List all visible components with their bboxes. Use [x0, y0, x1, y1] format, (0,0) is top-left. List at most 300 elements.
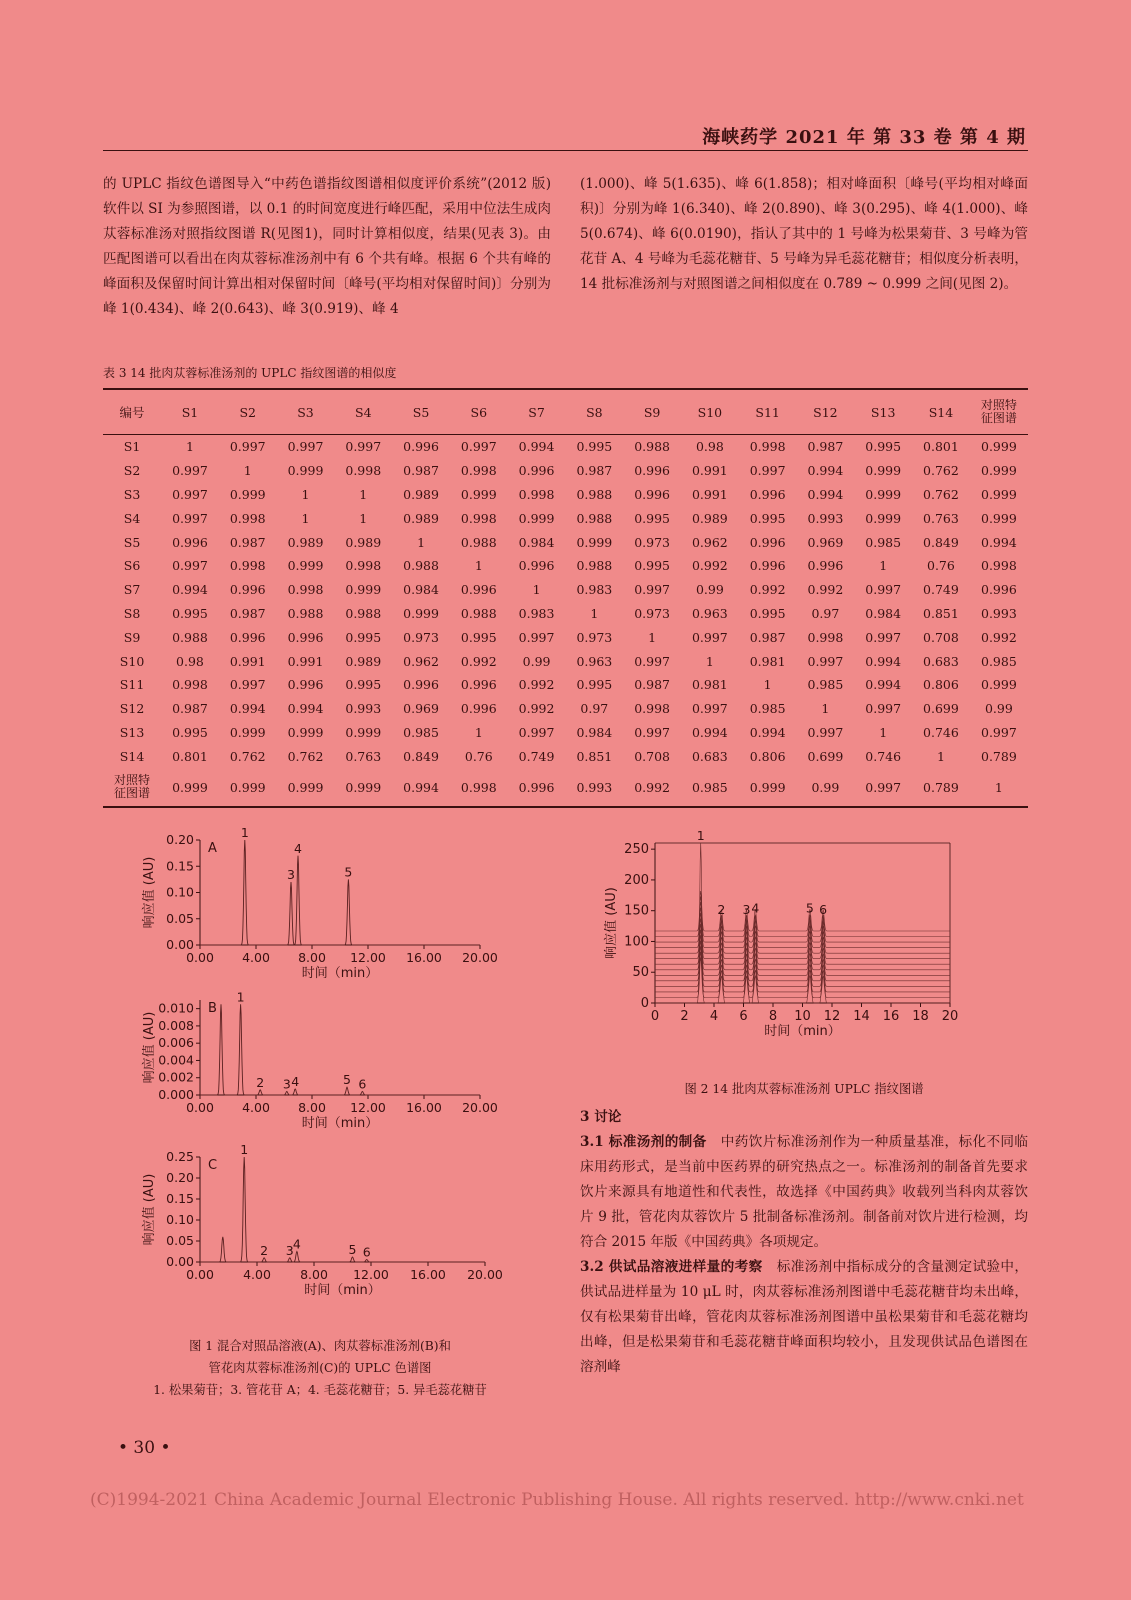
- table-cell: 0.998: [460, 510, 497, 526]
- peak-label: 4: [294, 840, 302, 856]
- table-row: [103, 744, 1028, 768]
- table-cell: 1: [359, 486, 368, 502]
- table-cell: 0.746: [865, 748, 902, 764]
- table-cell: 0.999: [287, 463, 324, 479]
- table-cell: 0.997: [634, 582, 670, 598]
- table-cell: 1: [648, 629, 657, 645]
- table-cell: 0.999: [287, 724, 324, 740]
- table-cell: S5: [123, 534, 141, 550]
- table-cell: 0.992: [691, 558, 728, 574]
- x-axis-label: 时间（min）: [301, 966, 379, 981]
- table-cell: 0.998: [749, 439, 786, 455]
- table-cell: 0.999: [277, 768, 335, 807]
- table-cell: S3: [123, 486, 141, 502]
- table-cell: 0.994: [287, 701, 324, 717]
- y-tick-label: 0.008: [158, 1017, 194, 1033]
- y-tick-label: 0.010: [158, 1000, 194, 1016]
- table-cell: 0.998: [345, 463, 382, 479]
- table-cell: 0.981: [691, 677, 728, 693]
- table-row: [103, 602, 1028, 626]
- table-cell: 0.998: [229, 510, 266, 526]
- table-cell: 0.762: [923, 463, 959, 479]
- table-cell: 0.999: [345, 582, 382, 598]
- table-header-cell: S4: [334, 389, 392, 435]
- table-cell: 0.995: [576, 677, 613, 693]
- table-cell: 0.801: [923, 439, 959, 455]
- figure-1-chromatograms: [135, 825, 515, 1320]
- x-tick-label: 16: [882, 1009, 900, 1024]
- x-axis-label: 时间（min）: [301, 1116, 379, 1131]
- y-tick-label: 200: [624, 872, 649, 888]
- table-header-cell: S11: [739, 389, 797, 435]
- table-cell: 0.995: [576, 439, 613, 455]
- table-cell-text: 对照特征图谱: [114, 773, 151, 801]
- table-header-cell: S5: [392, 389, 450, 435]
- table-cell: [103, 768, 161, 807]
- table-cell: 0.999: [287, 558, 324, 574]
- x-tick-label: 0.00: [186, 950, 214, 965]
- table-cell: 0.963: [691, 605, 728, 621]
- table-row: [103, 625, 1028, 649]
- y-axis-label: 响应值 (AU): [142, 1011, 157, 1084]
- x-tick-label: 16.00: [406, 950, 442, 965]
- table-cell: 1: [417, 534, 426, 550]
- chromatogram-trace: [200, 840, 480, 945]
- table-cell: 0.996: [749, 558, 786, 574]
- table-cell: 0.999: [739, 768, 797, 807]
- y-tick-label: 150: [624, 903, 649, 919]
- table-cell: 0.993: [345, 701, 382, 717]
- table-cell: 0.999: [219, 768, 277, 807]
- table-row: [103, 554, 1028, 578]
- table-cell: 1: [821, 701, 830, 717]
- table-cell: 1: [879, 724, 888, 740]
- x-tick-label: 4.00: [242, 950, 270, 965]
- x-tick-label: 8.00: [298, 950, 326, 965]
- table-cell: 0.989: [345, 653, 382, 669]
- table-cell: 0.994: [865, 653, 902, 669]
- table-cell: 0.708: [923, 629, 959, 645]
- x-tick-label: 8: [768, 1009, 778, 1024]
- x-tick-label: 18: [912, 1009, 929, 1024]
- table-header-cell: S7: [508, 389, 566, 435]
- peak-label: 4: [291, 1073, 300, 1089]
- table-cell: 0.973: [576, 629, 613, 645]
- table-cell: 1: [359, 510, 368, 526]
- left-paragraph: 的 UPLC 指纹色谱图导入“中药色谱指纹图谱相似度评价系统”(2012 版) 软件以 SI 为参照图谱，以 0.1 的时间宽度进行峰匹配，采用中位法生成肉苁蓉标准汤对照指纹图谱 R(见图1)，同时计算相似度，结果(见表 3)。由匹配图谱可以看出在肉苁蓉标准汤剂中有 6 个共有峰。根据 6 个共有峰的峰面积及保留时间计算出相对保留时间〔峰号(平均相对保留时间)〕分别为峰 1(0.434)、峰 2(0.643)、峰 3(0.919)、峰 4: [103, 176, 551, 317]
- y-tick-label: 0.05: [166, 1233, 194, 1248]
- table-cell: 0.984: [518, 534, 555, 550]
- table-cell: 0.987: [403, 463, 439, 479]
- table-cell: 0.997: [229, 439, 266, 455]
- table-cell: 1: [705, 653, 714, 669]
- x-tick-label: 12.00: [353, 1267, 389, 1282]
- table-cell: 0.998: [981, 558, 1017, 574]
- x-axis-label: 时间（min）: [764, 1024, 841, 1039]
- table-cell: 0.997: [172, 558, 208, 574]
- page-number: • 30 •: [118, 1438, 171, 1458]
- table-cell: 0.999: [460, 486, 497, 502]
- similarity-table: [103, 388, 1028, 808]
- table-cell: 0.996: [460, 701, 497, 717]
- table-cell: 0.973: [634, 605, 670, 621]
- peak-label: 4: [292, 1236, 301, 1252]
- table-cell: 0.995: [345, 677, 382, 693]
- table-cell: 0.98: [176, 653, 204, 669]
- table-cell: 0.973: [634, 534, 670, 550]
- table-cell: 1: [474, 558, 483, 574]
- x-tick-label: 16.00: [406, 1100, 442, 1115]
- table-cell: 0.997: [634, 653, 670, 669]
- peak-label: 4: [751, 900, 760, 916]
- peak-label: 6: [819, 901, 828, 917]
- table-cell: 0.996: [172, 534, 208, 550]
- table-cell: 0.987: [229, 534, 266, 550]
- peak-label: 5: [805, 900, 814, 916]
- table-cell: 0.999: [865, 510, 902, 526]
- table-cell: 0.999: [981, 463, 1017, 479]
- table-header-cell: S14: [912, 389, 970, 435]
- table-cell: 0.969: [403, 701, 439, 717]
- chromatogram-trace: [200, 1004, 480, 1095]
- table-cell: 0.995: [749, 605, 786, 621]
- table-cell: 0.991: [691, 463, 728, 479]
- table-header-text: 对照特征图谱: [980, 398, 1017, 425]
- table-cell: 0.993: [807, 510, 844, 526]
- table-cell: 0.994: [392, 768, 450, 807]
- table-body: [103, 435, 1028, 808]
- table-cell: 0.999: [981, 677, 1017, 693]
- x-tick-label: 16.00: [410, 1267, 446, 1282]
- table-cell: 0.849: [923, 534, 959, 550]
- table-cell: 0.997: [691, 701, 728, 717]
- table-header-row: [103, 389, 1028, 435]
- table-cell: 0.988: [460, 605, 497, 621]
- table-row: [103, 721, 1028, 745]
- table-cell: 0.683: [691, 748, 728, 764]
- table-cell: 0.997: [807, 724, 844, 740]
- table-cell: 0.997: [172, 510, 208, 526]
- x-tick-label: 4.00: [243, 1267, 271, 1282]
- table-cell: 0.998: [172, 677, 208, 693]
- table-cell: 0.699: [923, 701, 959, 717]
- table-cell: 0.789: [912, 768, 970, 807]
- table-cell: 0.699: [807, 748, 844, 764]
- table-cell: 0.994: [981, 534, 1017, 550]
- table-cell: 0.992: [623, 768, 681, 807]
- table-cell: 0.993: [981, 605, 1017, 621]
- discussion-heading: 3 讨论: [580, 1109, 622, 1125]
- x-tick-label: 8.00: [300, 1267, 328, 1282]
- discussion-section: [580, 1105, 1028, 1380]
- table-cell: 0.995: [172, 724, 208, 740]
- table-cell: 0.762: [923, 486, 959, 502]
- table-cell: 0.989: [691, 510, 728, 526]
- table-cell: 0.988: [287, 605, 324, 621]
- peak-label: 2: [717, 901, 726, 917]
- table-cell: 0.806: [749, 748, 786, 764]
- table-cell: 1: [301, 510, 310, 526]
- table-cell: 0.998: [518, 486, 555, 502]
- table-cell: 0.963: [576, 653, 613, 669]
- y-tick-label: 0.000: [158, 1087, 194, 1102]
- panel-label: A: [208, 841, 217, 856]
- table-cell: 0.997: [518, 724, 555, 740]
- table-cell: S2: [123, 463, 141, 479]
- figure-2-caption: 图 2 14 批肉苁蓉标准汤剂 UPLC 指纹图谱: [684, 1082, 924, 1096]
- table-cell: 0.997: [345, 439, 382, 455]
- table-cell: 0.994: [518, 439, 555, 455]
- table-cell: 0.998: [229, 558, 266, 574]
- table-cell: 0.988: [576, 486, 613, 502]
- table-cell: S13: [119, 724, 145, 740]
- x-tick-label: 12: [823, 1009, 841, 1024]
- table-cell: 0.988: [460, 534, 497, 550]
- table-cell: 0.995: [634, 510, 670, 526]
- table-cell: 0.996: [287, 677, 324, 693]
- section-3-2-body: 标准汤剂中指标成分的含量测定试验中，供试品进样量为 10 μL 时，肉苁蓉标准汤剂图谱中毛蕊花糖苷均未出峰，仅有松果菊苷出峰，管花肉苁蓉标准汤剂图谱中虽松果菊苷和毛蕊花糖均出峰，但是松果菊苷和毛蕊花糖苷峰面积均较小，且发现供试品色谱图在溶剂峰: [580, 1259, 1029, 1375]
- table-cell: 0.801: [172, 748, 208, 764]
- table-cell: 0.999: [865, 463, 902, 479]
- panel-label: C: [208, 1158, 218, 1173]
- table-cell: 0.983: [576, 582, 613, 598]
- table-cell: 0.997: [854, 768, 912, 807]
- peak-label: 5: [348, 1241, 357, 1257]
- table-cell: 0.997: [865, 582, 902, 598]
- table-cell: 0.996: [403, 439, 439, 455]
- x-tick-label: 0.00: [186, 1100, 214, 1115]
- x-tick-label: 0: [650, 1009, 660, 1024]
- x-tick-label: 20.00: [467, 1267, 503, 1282]
- table-cell: 0.996: [749, 486, 786, 502]
- x-tick-label: 20.00: [462, 950, 498, 965]
- table-cell: 0.996: [229, 629, 266, 645]
- peak-label: 5: [344, 864, 353, 880]
- x-tick-label: 10: [794, 1009, 811, 1024]
- section-3-1-title: 3.1 标准汤剂的制备: [580, 1134, 707, 1150]
- table-cell: 0.991: [691, 486, 728, 502]
- table-cell: 0.985: [403, 724, 439, 740]
- table-cell: S14: [119, 748, 145, 764]
- table-cell: 0.988: [172, 629, 208, 645]
- table-cell: S1: [123, 439, 141, 455]
- table-cell: 0.749: [923, 582, 959, 598]
- table-cell: 0.998: [807, 629, 844, 645]
- table-cell: 0.987: [576, 463, 613, 479]
- table-cell: 0.989: [287, 534, 324, 550]
- table-cell: 0.987: [229, 605, 266, 621]
- table-cell: 0.989: [403, 486, 439, 502]
- table-cell: 0.996: [981, 582, 1017, 598]
- table-header-cell: S6: [450, 389, 508, 435]
- x-axis-label: 时间（min）: [304, 1283, 381, 1298]
- table-cell: 0.99: [522, 653, 551, 669]
- table-cell: 0.962: [691, 534, 728, 550]
- y-axis-label: 响应值 (AU): [604, 887, 619, 959]
- table-cell: 0.749: [518, 748, 555, 764]
- table-cell: 0.708: [634, 748, 670, 764]
- table-cell: 0.999: [345, 724, 382, 740]
- table-header-cell: S2: [219, 389, 277, 435]
- table-cell: 0.998: [287, 582, 324, 598]
- table-cell: 0.995: [172, 605, 208, 621]
- table-cell: 0.998: [450, 768, 508, 807]
- y-axis-label: 响应值 (AU): [142, 1173, 157, 1246]
- table-cell: S10: [119, 653, 145, 669]
- table-cell: 0.997: [634, 724, 670, 740]
- table-cell: 0.999: [161, 768, 219, 807]
- peak-label: 6: [362, 1244, 371, 1260]
- table-cell: 0.851: [576, 748, 613, 764]
- table-caption: 表 3 14 批肉苁蓉标准汤剂的 UPLC 指纹图谱的相似度: [103, 366, 397, 380]
- table-cell: 0.97: [580, 701, 609, 717]
- table-cell: S9: [123, 629, 141, 645]
- x-tick-label: 20: [941, 1009, 959, 1024]
- table-cell: 0.992: [807, 582, 844, 598]
- table-cell: 1: [879, 558, 888, 574]
- table-cell: 0.997: [172, 486, 208, 502]
- y-tick-label: 250: [624, 842, 649, 858]
- table-cell: 0.996: [634, 463, 670, 479]
- table-cell: 1: [301, 486, 310, 502]
- table-cell: 0.996: [508, 768, 566, 807]
- table-row: [103, 768, 1028, 807]
- table-cell: 0.985: [749, 701, 786, 717]
- table-cell: 0.997: [287, 439, 324, 455]
- figure-1-caption: [100, 1335, 540, 1401]
- peak-label: 1: [696, 828, 705, 843]
- table-cell: 0.994: [229, 701, 266, 717]
- y-tick-label: 0.20: [166, 1170, 194, 1185]
- peak-label: 2: [256, 1074, 265, 1090]
- table-cell: 0.984: [403, 582, 439, 598]
- table-header-cell: S12: [797, 389, 855, 435]
- table-cell: 0.998: [634, 701, 670, 717]
- table-cell: 0.985: [865, 534, 902, 550]
- table-cell: 0.762: [287, 748, 324, 764]
- figure-1-legend: 1. 松果菊苷；3. 管花苷 A；4. 毛蕊花糖苷；5. 异毛蕊花糖苷: [153, 1383, 487, 1397]
- table-cell: 0.996: [749, 534, 786, 550]
- peak-label: 1: [240, 825, 249, 840]
- table-cell: 0.683: [923, 653, 959, 669]
- x-tick-label: 4.00: [242, 1100, 270, 1115]
- x-tick-label: 14: [853, 1009, 870, 1024]
- table-cell: 0.991: [287, 653, 324, 669]
- copyright-footer: (C)1994-2021 China Academic Journal Electronic Publishing House. All rights reserved. http://www.cnki.net: [90, 1490, 1024, 1510]
- table-cell: 0.997: [981, 724, 1017, 740]
- table-cell: 0.762: [229, 748, 266, 764]
- x-tick-label: 2: [680, 1009, 689, 1024]
- peak-label: 3: [742, 901, 751, 917]
- figure-2-fingerprint-chart: [600, 828, 1000, 1053]
- table-cell: 0.999: [865, 486, 902, 502]
- table-cell: 0.995: [634, 558, 670, 574]
- table-cell: 1: [763, 677, 772, 693]
- table-header-cell: 编号: [103, 389, 161, 435]
- peak-label: 1: [236, 989, 245, 1005]
- right-column-text: [580, 172, 1028, 297]
- x-tick-label: 12.00: [350, 950, 386, 965]
- table-row: [103, 483, 1028, 507]
- table-cell: 0.989: [345, 534, 382, 550]
- table-cell: 0.996: [518, 558, 555, 574]
- y-tick-label: 0.15: [166, 1191, 194, 1206]
- y-tick-label: 0.05: [166, 910, 194, 926]
- table-cell: 0.999: [576, 534, 613, 550]
- table-cell: 0.985: [681, 768, 739, 807]
- table-cell: 0.997: [749, 463, 786, 479]
- table-cell: 0.851: [923, 605, 959, 621]
- y-tick-label: 0.20: [166, 832, 194, 847]
- table-cell: 0.99: [984, 701, 1013, 717]
- table-cell: 0.996: [460, 677, 497, 693]
- y-tick-label: 0.00: [166, 1254, 194, 1269]
- table-cell: 0.984: [865, 605, 902, 621]
- table-cell: 0.999: [229, 486, 266, 502]
- y-tick-label: 0.25: [166, 1149, 194, 1164]
- y-tick-label: 0.004: [158, 1052, 194, 1068]
- table-cell: 0.992: [518, 677, 555, 693]
- y-tick-label: 0.15: [166, 858, 194, 874]
- table-cell: 0.992: [460, 653, 497, 669]
- table-cell: 0.996: [518, 463, 555, 479]
- table-header-cell: S8: [565, 389, 623, 435]
- table-cell: 0.992: [518, 701, 555, 717]
- table-cell: 1: [186, 439, 194, 455]
- table-cell: 0.76: [927, 558, 955, 574]
- table-cell: S7: [123, 582, 141, 598]
- table-cell: 0.988: [634, 439, 670, 455]
- table-row: [103, 459, 1028, 483]
- table-cell: S12: [119, 701, 145, 717]
- table-cell: 0.995: [345, 629, 382, 645]
- figure-1-caption-line2: 管花肉苁蓉标准汤剂(C)的 UPLC 色谱图: [208, 1361, 432, 1375]
- x-tick-label: 12.00: [350, 1100, 386, 1115]
- table-cell: 0.996: [287, 629, 324, 645]
- table-cell: 0.999: [981, 486, 1017, 502]
- peak-label: 1: [240, 1142, 249, 1157]
- table-cell: 0.994: [807, 486, 844, 502]
- y-axis-label: 响应值 (AU): [142, 856, 157, 929]
- y-tick-label: 0.10: [166, 1212, 194, 1227]
- table-cell: 0.998: [345, 558, 382, 574]
- panel-label: B: [208, 1001, 217, 1016]
- table-cell: 0.97: [811, 605, 840, 621]
- chromatogram-trace: [200, 1157, 485, 1262]
- table-cell: 0.988: [576, 510, 613, 526]
- table-cell: 0.849: [403, 748, 439, 764]
- table-cell: 0.994: [865, 677, 902, 693]
- table-cell: 0.806: [923, 677, 959, 693]
- y-tick-label: 50: [632, 965, 649, 981]
- table-cell: 0.988: [403, 558, 439, 574]
- table-cell: 0.988: [345, 605, 382, 621]
- table-cell: 0.99: [695, 582, 724, 598]
- header-rule: [103, 150, 1028, 151]
- table-cell: 0.987: [172, 701, 208, 717]
- figure-1-caption-line1: 图 1 混合对照品溶液(A)、肉苁蓉标准汤剂(B)和: [189, 1339, 451, 1353]
- table-row: [103, 506, 1028, 530]
- table-row: [103, 530, 1028, 554]
- table-cell: 0.998: [460, 463, 497, 479]
- table-cell: 0.996: [634, 486, 670, 502]
- table-cell: 0.987: [749, 629, 786, 645]
- table-header-cell: S9: [623, 389, 681, 435]
- table-header-cell: S10: [681, 389, 739, 435]
- table-cell: 0.997: [865, 701, 902, 717]
- table-cell: 1: [936, 748, 945, 764]
- table-row: [103, 578, 1028, 602]
